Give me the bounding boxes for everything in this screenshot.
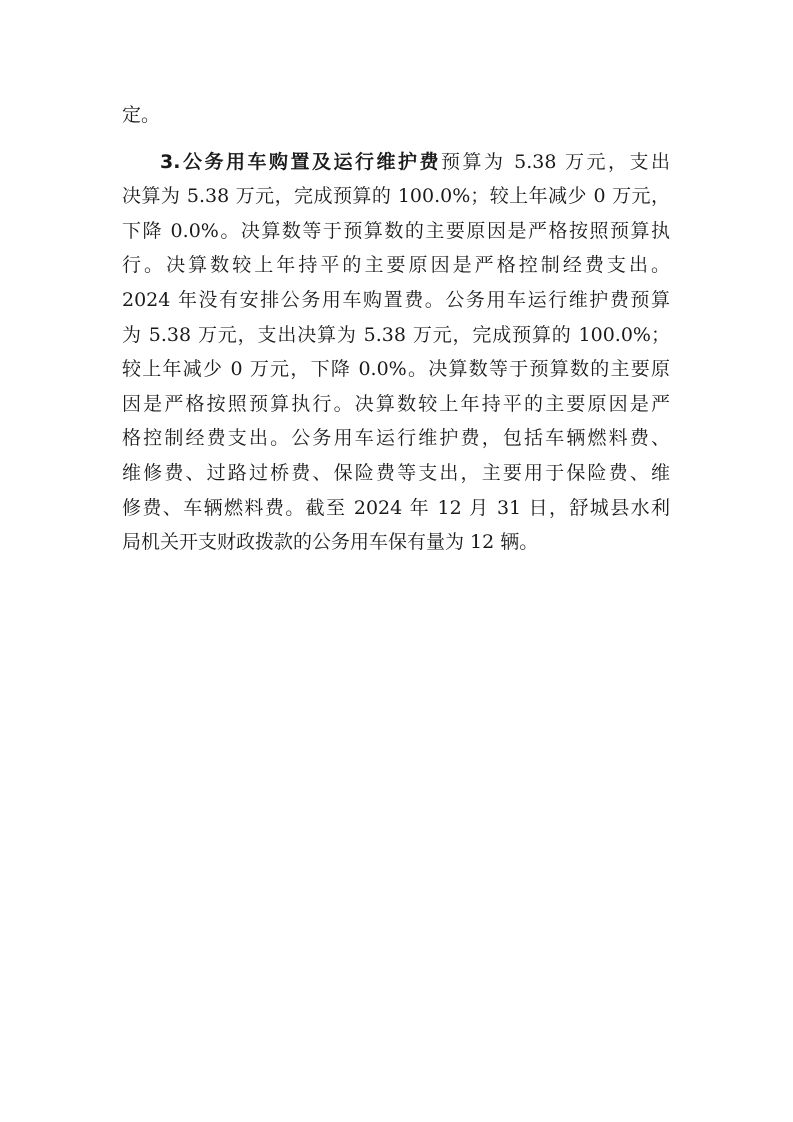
document-body [122,98,670,560]
paragraph-line-2: 决算为 5.38 万元，完成预算的 100.0%；较上年减少 0 万元， [122,185,670,208]
section-heading: 3.公务用车购置及运行维护费 [160,150,442,173]
paragraph-line-9: 格控制经费支出。公务用车运行维护费，包括车辆燃料费、 [122,427,670,450]
paragraph-line-6: 为 5.38 万元，支出决算为 5.38 万元，完成预算的 100.0%； [122,323,670,346]
paragraph-line-7: 较上年减少 0 万元，下降 0.0%。决算数等于预算数的主要原 [122,358,670,381]
paragraph-line-1: 预算为 5.38 万元，支出 [441,150,670,173]
paragraph-line-12: 局机关开支财政拨款的公务用车保有量为 12 辆。 [122,531,539,554]
paragraph-line-5: 2024 年没有安排公务用车购置费。公务用车运行维护费预算 [122,288,670,311]
paragraph-line-4: 行。决算数较上年持平的主要原因是严格控制经费支出。 [122,254,670,277]
paragraph-line-3: 下降 0.0%。决算数等于预算数的主要原因是严格按照预算执 [122,219,670,242]
paragraph-continuation: 定。 [122,104,161,126]
paragraph-gap [122,133,670,145]
paragraph-line-8: 因是严格按照预算执行。决算数较上年持平的主要原因是严 [122,392,670,415]
paragraph-line-10: 维修费、过路过桥费、保险费等支出，主要用于保险费、维 [122,461,670,484]
paragraph-line-11: 修费、车辆燃料费。截至 2024 年 12 月 31 日，舒城县水利 [122,496,670,519]
paragraph-first-line [122,145,670,180]
